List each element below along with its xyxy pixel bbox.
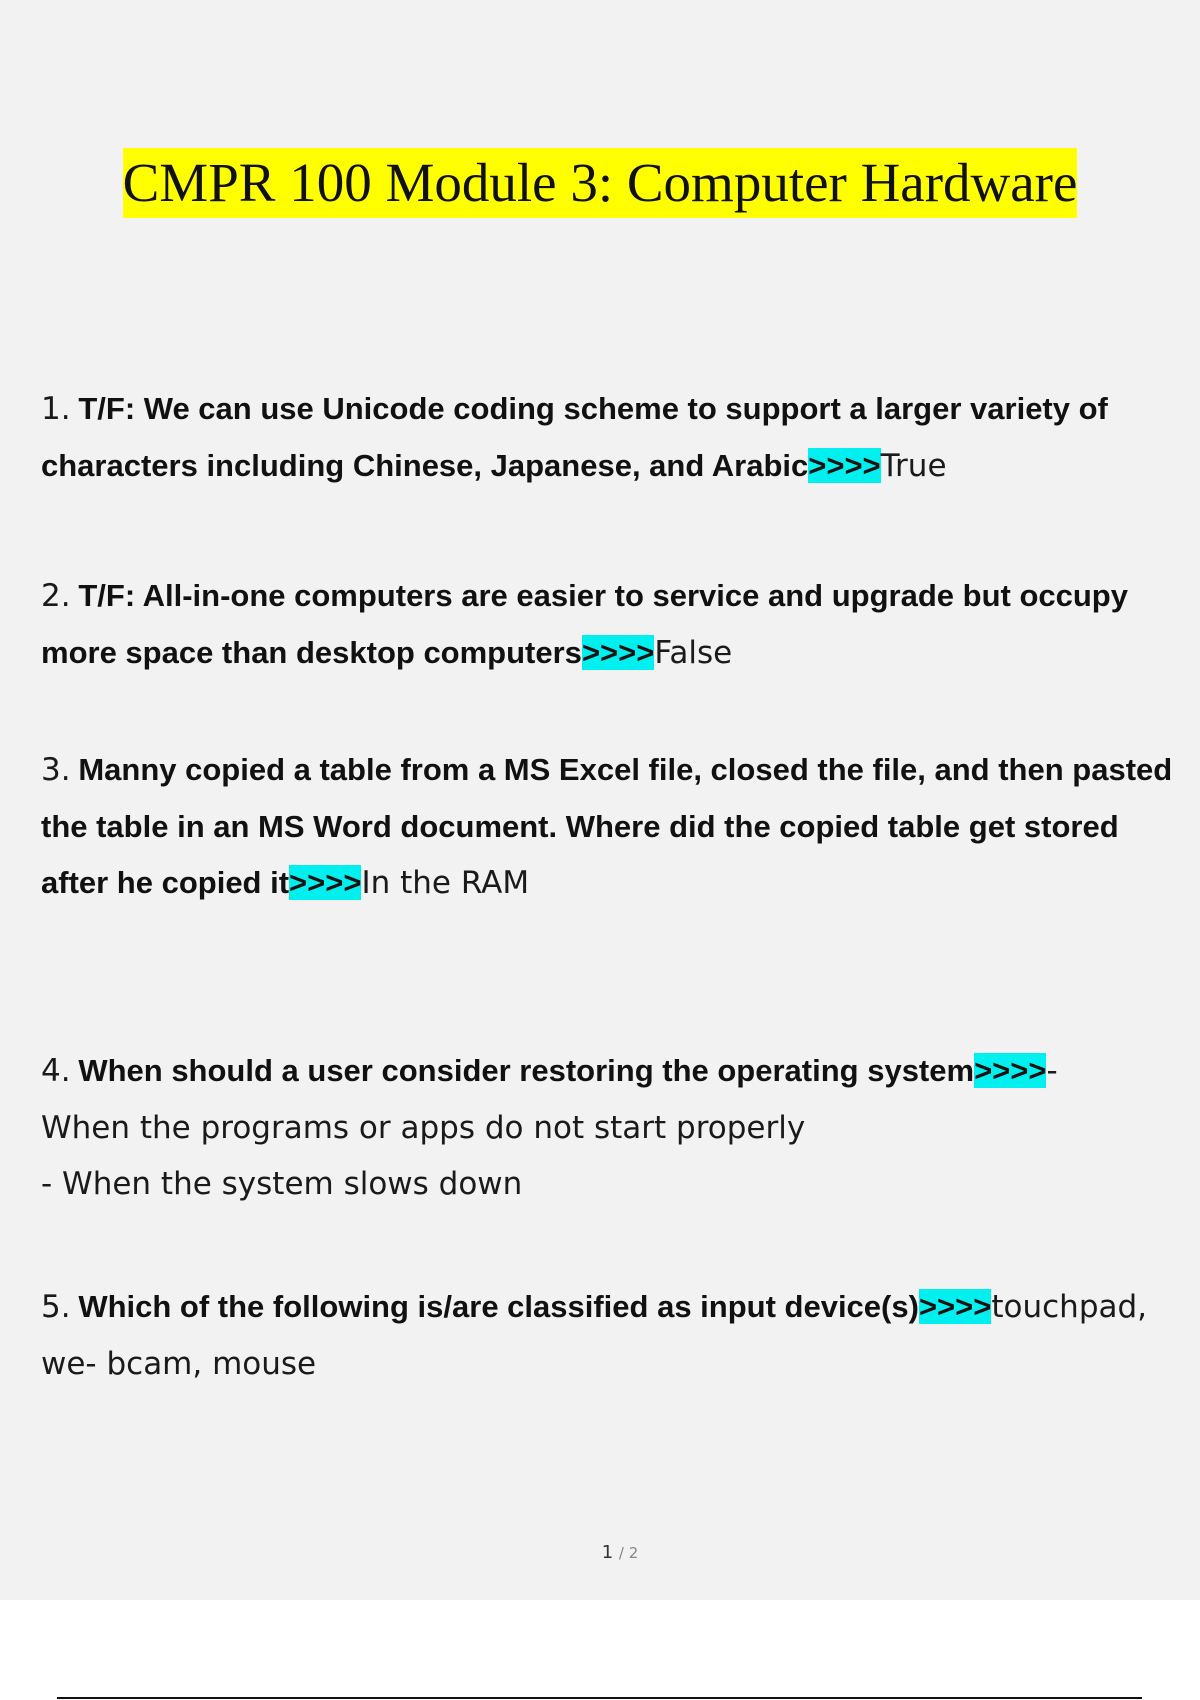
next-page-divider (57, 1697, 1142, 1699)
question-text: Which of the following is/are classified as input device(s) (78, 1289, 919, 1324)
question-number: 3. (41, 752, 71, 788)
answer-text: False (654, 634, 733, 671)
answer-marker: >>>> (974, 1053, 1047, 1088)
answer-text: True (880, 447, 947, 484)
question-number: 4. (41, 1053, 71, 1089)
question-text: T/F: All-in-one computers are easier to service and upgrade but occupy more space than desktop computers (41, 578, 1128, 670)
question-number: 5. (41, 1289, 71, 1325)
answer-text: In the RAM (361, 865, 530, 901)
question-2 (41, 568, 1181, 681)
current-page: 1 (601, 1542, 614, 1563)
answer-marker: >>>> (289, 865, 362, 900)
question-5 (41, 1279, 1181, 1392)
answer-text-line: - When the system slows down (41, 1166, 523, 1202)
question-3 (41, 742, 1181, 912)
question-text: When should a user consider restoring the operating system (78, 1053, 975, 1088)
title-container (0, 148, 1200, 218)
answer-text: touchpad, we- bcam, mouse (41, 1289, 1148, 1382)
question-text: Manny copied a table from a MS Excel file, closed the file, and then pasted the table in an MS Word document. Where did the copied table get stored after he copied it (41, 752, 1173, 900)
question-4 (41, 1043, 1181, 1213)
answer-text-dash: - (1046, 1053, 1058, 1089)
question-number: 2. (41, 578, 71, 614)
question-text: T/F: We can use Unicode coding scheme to support a larger variety of characters including Chinese, Japanese, and Arabic (41, 391, 1108, 483)
answer-marker: >>>> (808, 447, 881, 483)
page-indicator (0, 1542, 1200, 1563)
answer-marker: >>>> (581, 634, 655, 670)
answer-marker: >>>> (918, 1289, 992, 1324)
page-title: CMPR 100 Module 3: Computer Hardware (123, 148, 1078, 218)
question-number: 1. (41, 391, 71, 427)
answer-text-line: When the programs or apps do not start properly (41, 1109, 806, 1146)
question-1 (41, 381, 1181, 494)
total-pages: / 2 (618, 1544, 639, 1562)
